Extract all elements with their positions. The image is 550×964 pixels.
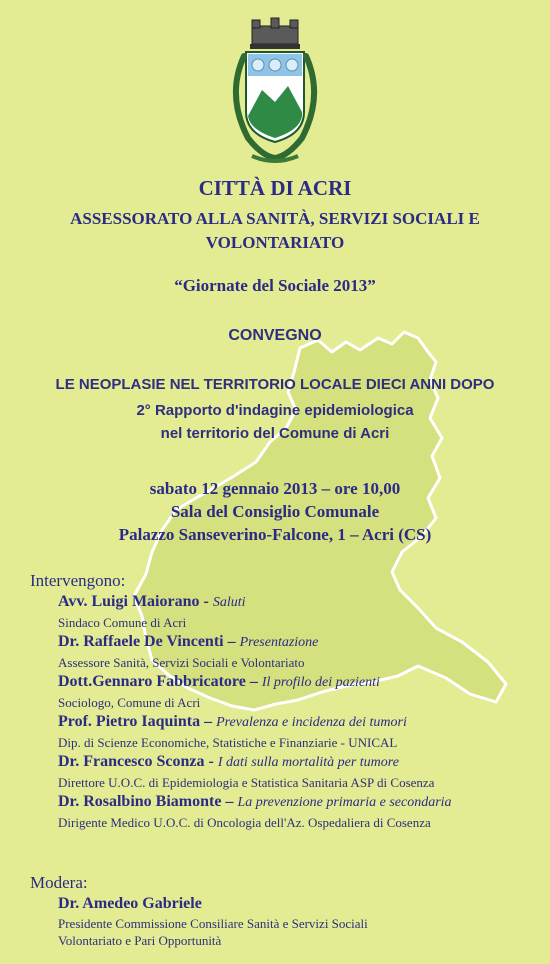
speaker-topic: Presentazione (239, 635, 319, 650)
speaker-name: Prof. Pietro Iaquinta (58, 713, 201, 730)
speaker-separator: - (199, 593, 213, 610)
speaker-name: Dott.Gennaro Fabbricatore (58, 673, 246, 690)
speaker-entry (58, 591, 540, 631)
speakers-label: Intervengono: (30, 571, 126, 590)
speaker-topic: La prevenzione primaria e secondaria (237, 795, 452, 810)
moderator-section (30, 872, 540, 949)
speaker-name-line (58, 751, 540, 774)
speaker-name-line (58, 711, 540, 734)
speaker-role: Assessore Sanità, Servizi Sociali e Volontariato (58, 655, 305, 670)
speaker-separator: – (223, 633, 240, 650)
event-name: “Giornate del Sociale 2013” (174, 276, 376, 295)
speaker-name: Dr. Rosalbino Biamonte (58, 793, 222, 810)
speaker-separator: – (200, 713, 217, 730)
speaker-entry (58, 751, 540, 791)
moderator-label: Modera: (30, 873, 88, 892)
speaker-entry (58, 631, 540, 671)
speaker-separator: - (204, 753, 218, 770)
moderator-role: Presidente Commissione Consiliare Sanità e Servizi Sociali (58, 916, 368, 931)
speaker-role: Dirigente Medico U.O.C. di Oncologia dell'Az. Ospedaliera di Cosenza (58, 815, 431, 830)
acri-coat-of-arms-icon (222, 16, 328, 168)
event-date: sabato 12 gennaio 2013 – ore 10,00 (149, 479, 401, 498)
speaker-name-line (58, 671, 540, 694)
city-name: CITTÀ DI ACRI (198, 176, 352, 200)
speaker-name: Avv. Luigi Maiorano (58, 593, 200, 610)
department-name (0, 207, 550, 255)
moderator-entry (58, 893, 540, 949)
speaker-name-line (58, 791, 540, 814)
speaker-separator: – (245, 673, 262, 690)
moderator-role: Volontariato e Pari Opportunità (58, 933, 222, 948)
speaker-entry (58, 791, 540, 831)
speaker-topic: I dati sulla mortalità per tumore (217, 755, 399, 770)
speakers-section (30, 570, 540, 831)
speaker-separator: – (221, 793, 238, 810)
conference-subtitle: 2° Rapporto d'indagine epidemiologica (136, 402, 414, 419)
department-line: ASSESSORATO ALLA SANITÀ, SERVIZI SOCIALI E (70, 209, 480, 228)
moderator-name: Dr. Amedeo Gabriele (58, 895, 202, 912)
speaker-role: Direttore U.O.C. di Epidemiologia e Statistica Sanitaria ASP di Cosenza (58, 775, 435, 790)
department-line: VOLONTARIATO (205, 233, 345, 252)
speaker-name: Dr. Raffaele De Vincenti (58, 633, 224, 650)
conference-type: CONVEGNO (228, 327, 322, 344)
event-venue: Sala del Consiglio Comunale (170, 502, 380, 521)
speaker-name-line (58, 631, 540, 654)
speaker-name: Dr. Francesco Sconza (58, 753, 205, 770)
speaker-role: Sociologo, Comune di Acri (58, 695, 201, 710)
speaker-role: Dip. di Scienze Economiche, Statistiche e Finanziarie - UNICAL (58, 735, 398, 750)
conference-subtitle: nel territorio del Comune di Acri (160, 425, 390, 442)
speaker-topic: Saluti (212, 595, 246, 610)
speaker-name-line (58, 591, 540, 614)
event-address: Palazzo Sanseverino-Falcone, 1 – Acri (CS) (118, 525, 432, 544)
speaker-entry (58, 671, 540, 711)
speaker-entry (58, 711, 540, 751)
speaker-topic: Il profilo dei pazienti (261, 675, 380, 690)
speaker-role: Sindaco Comune di Acri (58, 615, 187, 630)
speaker-topic: Prevalenza e incidenza dei tumori (216, 715, 407, 730)
conference-title: LE NEOPLASIE NEL TERRITORIO LOCALE DIECI ANNI DOPO (55, 376, 495, 393)
